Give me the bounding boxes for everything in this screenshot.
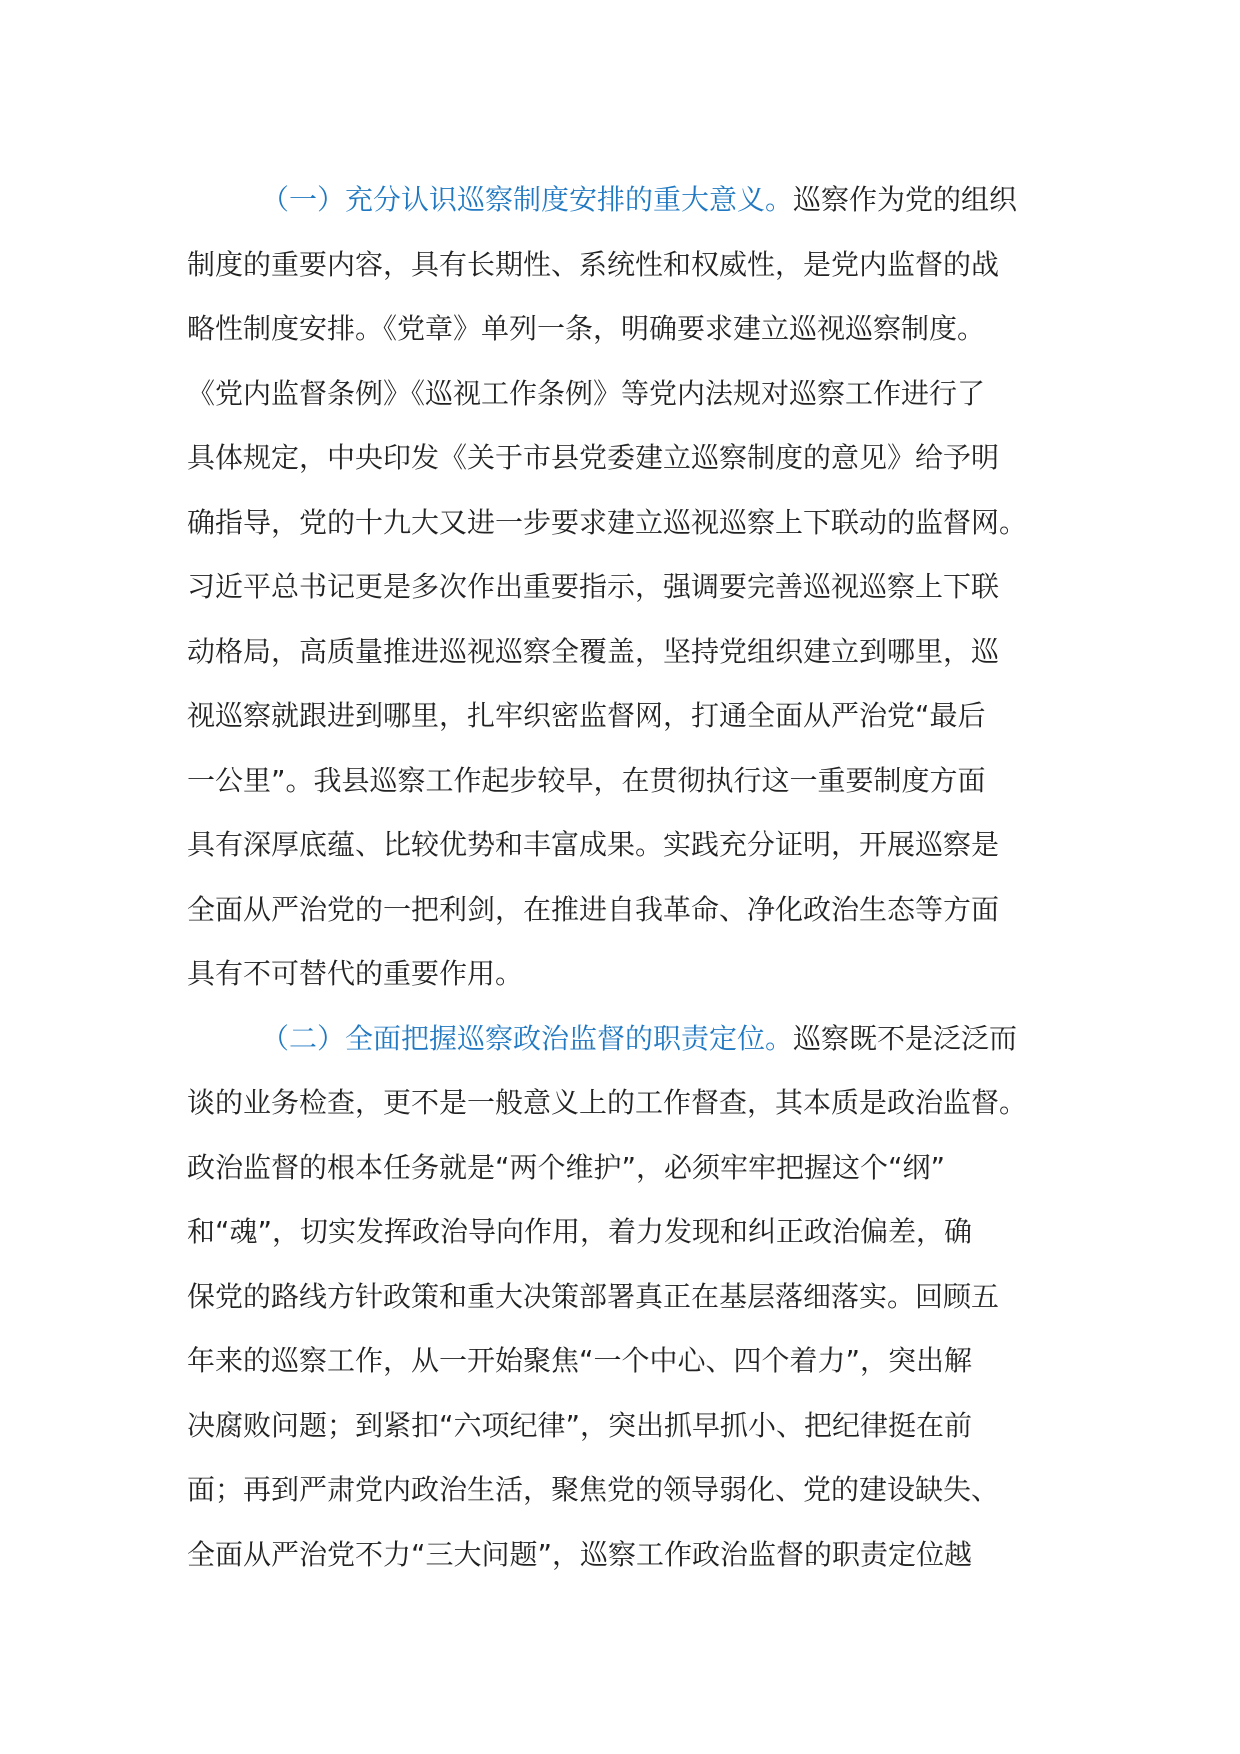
paragraph-1-first-line: [187, 168, 1057, 233]
paragraph-1-line: 略性制度安排。《党章》单列一条，明确要求建立巡视巡察制度。: [187, 312, 986, 345]
paragraph-2-lead-text: 巡察既不是泛泛而: [793, 1021, 1018, 1055]
paragraph-1-line: 具有不可替代的重要作用。: [187, 957, 524, 990]
paragraph-2-line: 面；再到严肃党内政治生活，聚焦党的领导弱化、党的建设缺失、: [187, 1473, 1000, 1506]
document-body: [187, 168, 1057, 1587]
paragraph-1-line: 全面从严治党的一把利剑，在推进自我革命、净化政治生态等方面: [187, 892, 1000, 926]
paragraph-2-line: 年来的巡察工作，从一开始聚焦“一个中心、四个着力”，突出解: [187, 1344, 973, 1377]
paragraph-2-line: 谈的业务检查，更不是一般意义上的工作督查，其本质是政治监督。: [187, 1086, 1028, 1119]
paragraph-1-line: 制度的重要内容，具有长期性、系统性和权威性，是党内监督的战: [187, 247, 1000, 281]
paragraph-2-line: 政治监督的根本任务就是“两个维护”，必须牢牢把握这个“纲”: [187, 1150, 946, 1184]
paragraph-1-line: 具体规定，中央印发《关于市县党委建立巡察制度的意见》给予明: [187, 441, 1000, 474]
paragraph-2-line: 和“魂”，切实发挥政治导向作用，着力发现和纠正政治偏差，确: [187, 1215, 973, 1248]
paragraph-1-line: 确指导，党的十九大又进一步要求建立巡视巡察上下联动的监督网。: [187, 505, 1028, 539]
paragraph-1-line: 习近平总书记更是多次作出重要指示，强调要完善巡视巡察上下联: [187, 570, 1000, 603]
paragraph-1-line: 《党内监督条例》《巡视工作条例》等党内法规对巡察工作进行了: [187, 376, 986, 410]
paragraph-2-first-line: [187, 1007, 1057, 1072]
paragraph-1-line: 动格局，高质量推进巡视巡察全覆盖，坚持党组织建立到哪里，巡: [187, 634, 1000, 668]
paragraph-1-lead-text: 巡察作为党的组织: [793, 183, 1018, 216]
paragraph-1-line: 视巡察就跟进到哪里，扎牢织密监督网，打通全面从严治党“最后: [187, 699, 986, 732]
paragraph-2-line: 保党的路线方针政策和重大决策部署真正在基层落细落实。回顾五: [187, 1279, 1000, 1313]
section-heading-2: （二）全面把握巡察政治监督的职责定位。: [261, 1021, 794, 1055]
paragraph-1-line: 一公里”。我县巡察工作起步较早，在贯彻执行这一重要制度方面: [187, 763, 986, 797]
section-heading-1: （一）充分认识巡察制度安排的重大意义。: [261, 183, 794, 216]
paragraph-1-line: 具有深厚底蕴、比较优势和丰富成果。实践充分证明，开展巡察是: [187, 828, 1000, 861]
paragraph-2-line: 决腐败问题；到紧扣“六项纪律”，突出抓早抓小、把纪律挺在前: [187, 1408, 973, 1442]
paragraph-2-line: 全面从严治党不力“三大问题”，巡察工作政治监督的职责定位越: [187, 1537, 973, 1571]
